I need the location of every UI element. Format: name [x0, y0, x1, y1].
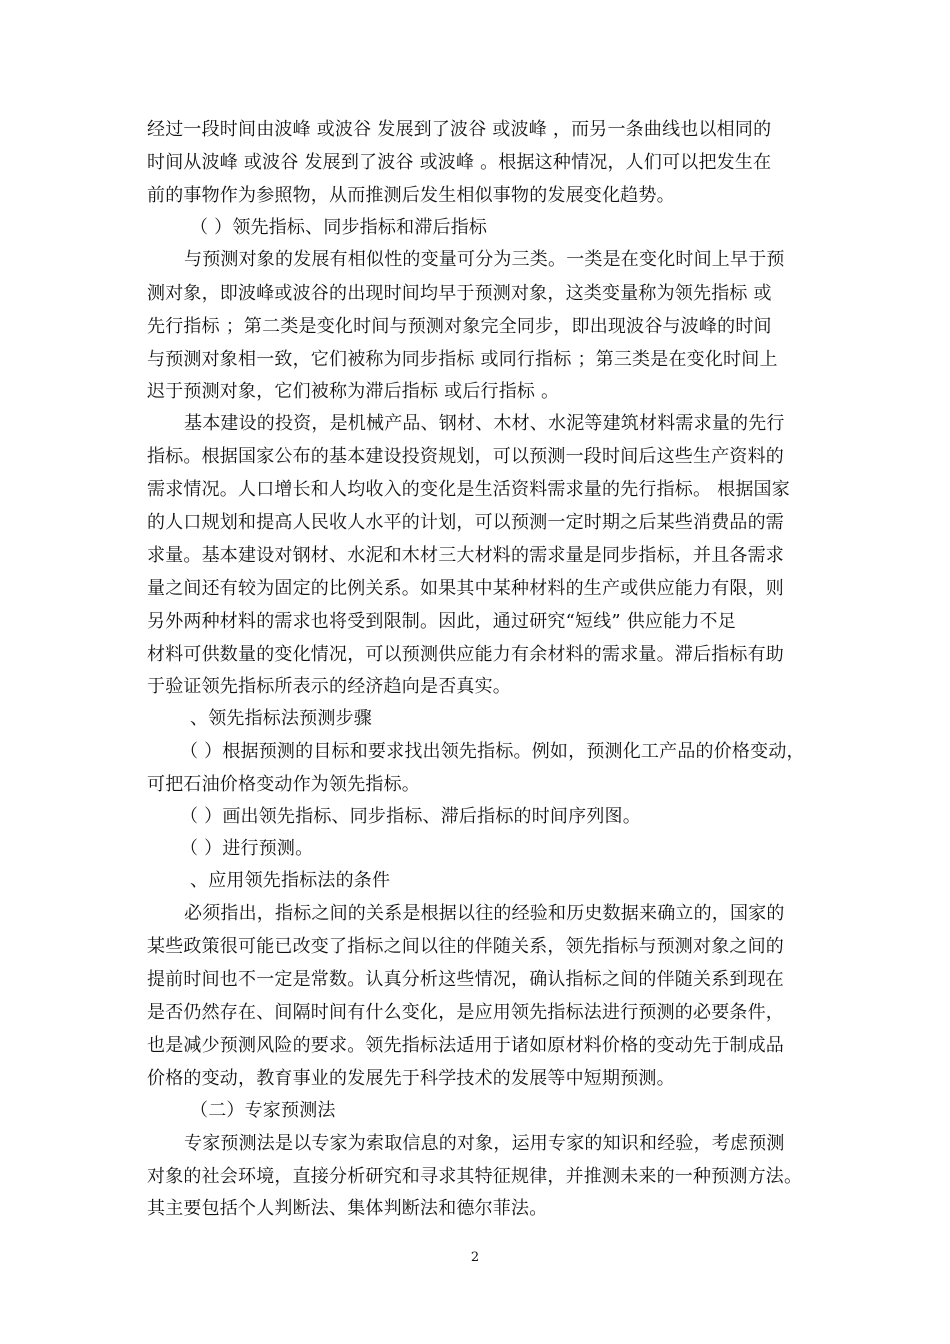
text-line: 是否仍然存在、间隔时间有什么变化，是应用领先指标法进行预测的必要条件，	[147, 1002, 784, 1023]
text-line: 的人口规划和提高人民收人水平的计划，可以预测一定时期之后某些消费品的需	[147, 512, 784, 533]
section-heading: 、应用领先指标法的条件	[190, 870, 391, 891]
list-item: （ ）进行预测。	[180, 838, 314, 859]
text-line: 与预测对象相一致，它们被称为同步指标 或同行指标 ；第三类是在变化时间上	[147, 349, 778, 370]
text-line: 材料可供数量的变化情况，可以预测供应能力有余材料的需求量。滞后指标有助	[147, 644, 784, 665]
text-line: 时间从波峰 或波谷 发展到了波谷 或波峰 。根据这种情况，人们可以把发生在	[147, 152, 772, 173]
text-line: 测对象，即波峰或波谷的出现时间均早于预测对象，这类变量称为领先指标 或	[147, 283, 772, 304]
text-line: 量之间还有较为固定的比例关系。如果其中某种材料的生产或供应能力有限，则	[147, 578, 784, 599]
text-line: 求量。基本建设对钢材、水泥和木材三大材料的需求量是同步指标，并且各需求	[147, 545, 784, 566]
text-line: 于验证领先指标所表示的经济趋向是否真实。	[147, 676, 511, 697]
text-line: 先行指标 ；第二类是变化时间与预测对象完全同步，即出现波谷与波峰的时间	[147, 316, 772, 337]
section-heading: （ ）领先指标、同步指标和滞后指标	[190, 217, 488, 238]
list-item: （ ）画出领先指标、同步指标、滞后指标的时间序列图。	[180, 806, 641, 827]
text-line: 提前时间也不一定是常数。认真分析这些情况，确认指标之间的伴随关系到现在	[147, 969, 784, 990]
text-line: 必须指出，指标之间的关系是根据以往的经验和历史数据来确立的，国家的	[184, 903, 785, 924]
text-line: 价格的变动，教育事业的发展先于科学技术的发展等中短期预测。	[147, 1068, 675, 1089]
page-number: 2	[470, 1250, 480, 1265]
text-line: 基本建设的投资，是机械产品、钢材、木材、水泥等建筑材料需求量的先行	[184, 413, 785, 434]
text-line: （ ）根据预测的目标和要求找出领先指标。例如，预测化工产品的价格变动，	[180, 741, 805, 762]
text-line: 与预测对象的发展有相似性的变量可分为三类。一类是在变化时间上早于预	[184, 249, 785, 270]
text-line: 也是减少预测风险的要求。领先指标法适用于诸如原材料价格的变动先于制成品	[147, 1035, 784, 1056]
text-line: 指标。根据国家公布的基本建设投资规划，可以预测一段时间后这些生产资料的	[147, 446, 784, 467]
text-line: 某些政策很可能已改变了指标之间以往的伴随关系，领先指标与预测对象之间的	[147, 936, 784, 957]
text-line: 对象的社会环境，直接分析研究和寻求其特征规律，并推测未来的一种预测方法。	[147, 1166, 803, 1187]
text-line: 可把石油价格变动作为领先指标。	[147, 774, 420, 795]
text-line: 需求情况。人口增长和人均收入的变化是生活资料需求量的先行指标。 根据国家	[147, 479, 790, 500]
text-line: 前的事物作为参照物，从而推测后发生相似事物的发展变化趋势。	[147, 185, 675, 206]
text-line: 迟于预测对象，它们被称为滞后指标 或后行指标 。	[147, 381, 560, 402]
section-heading: 、领先指标法预测步骤	[190, 708, 372, 729]
text-line: 另外两种材料的需求也将受到限制。因此，通过研究“短线” 供应能力不足	[147, 611, 736, 632]
section-heading: （二）专家预测法	[190, 1100, 336, 1121]
text-line: 专家预测法是以专家为索取信息的对象，运用专家的知识和经验，考虑预测	[184, 1133, 785, 1154]
text-line: 其主要包括个人判断法、集体判断法和德尔菲法。	[147, 1198, 548, 1219]
text-line: 经过一段时间由波峰 或波谷 发展到了波谷 或波峰 ，而另一条曲线也以相同的	[147, 119, 772, 140]
